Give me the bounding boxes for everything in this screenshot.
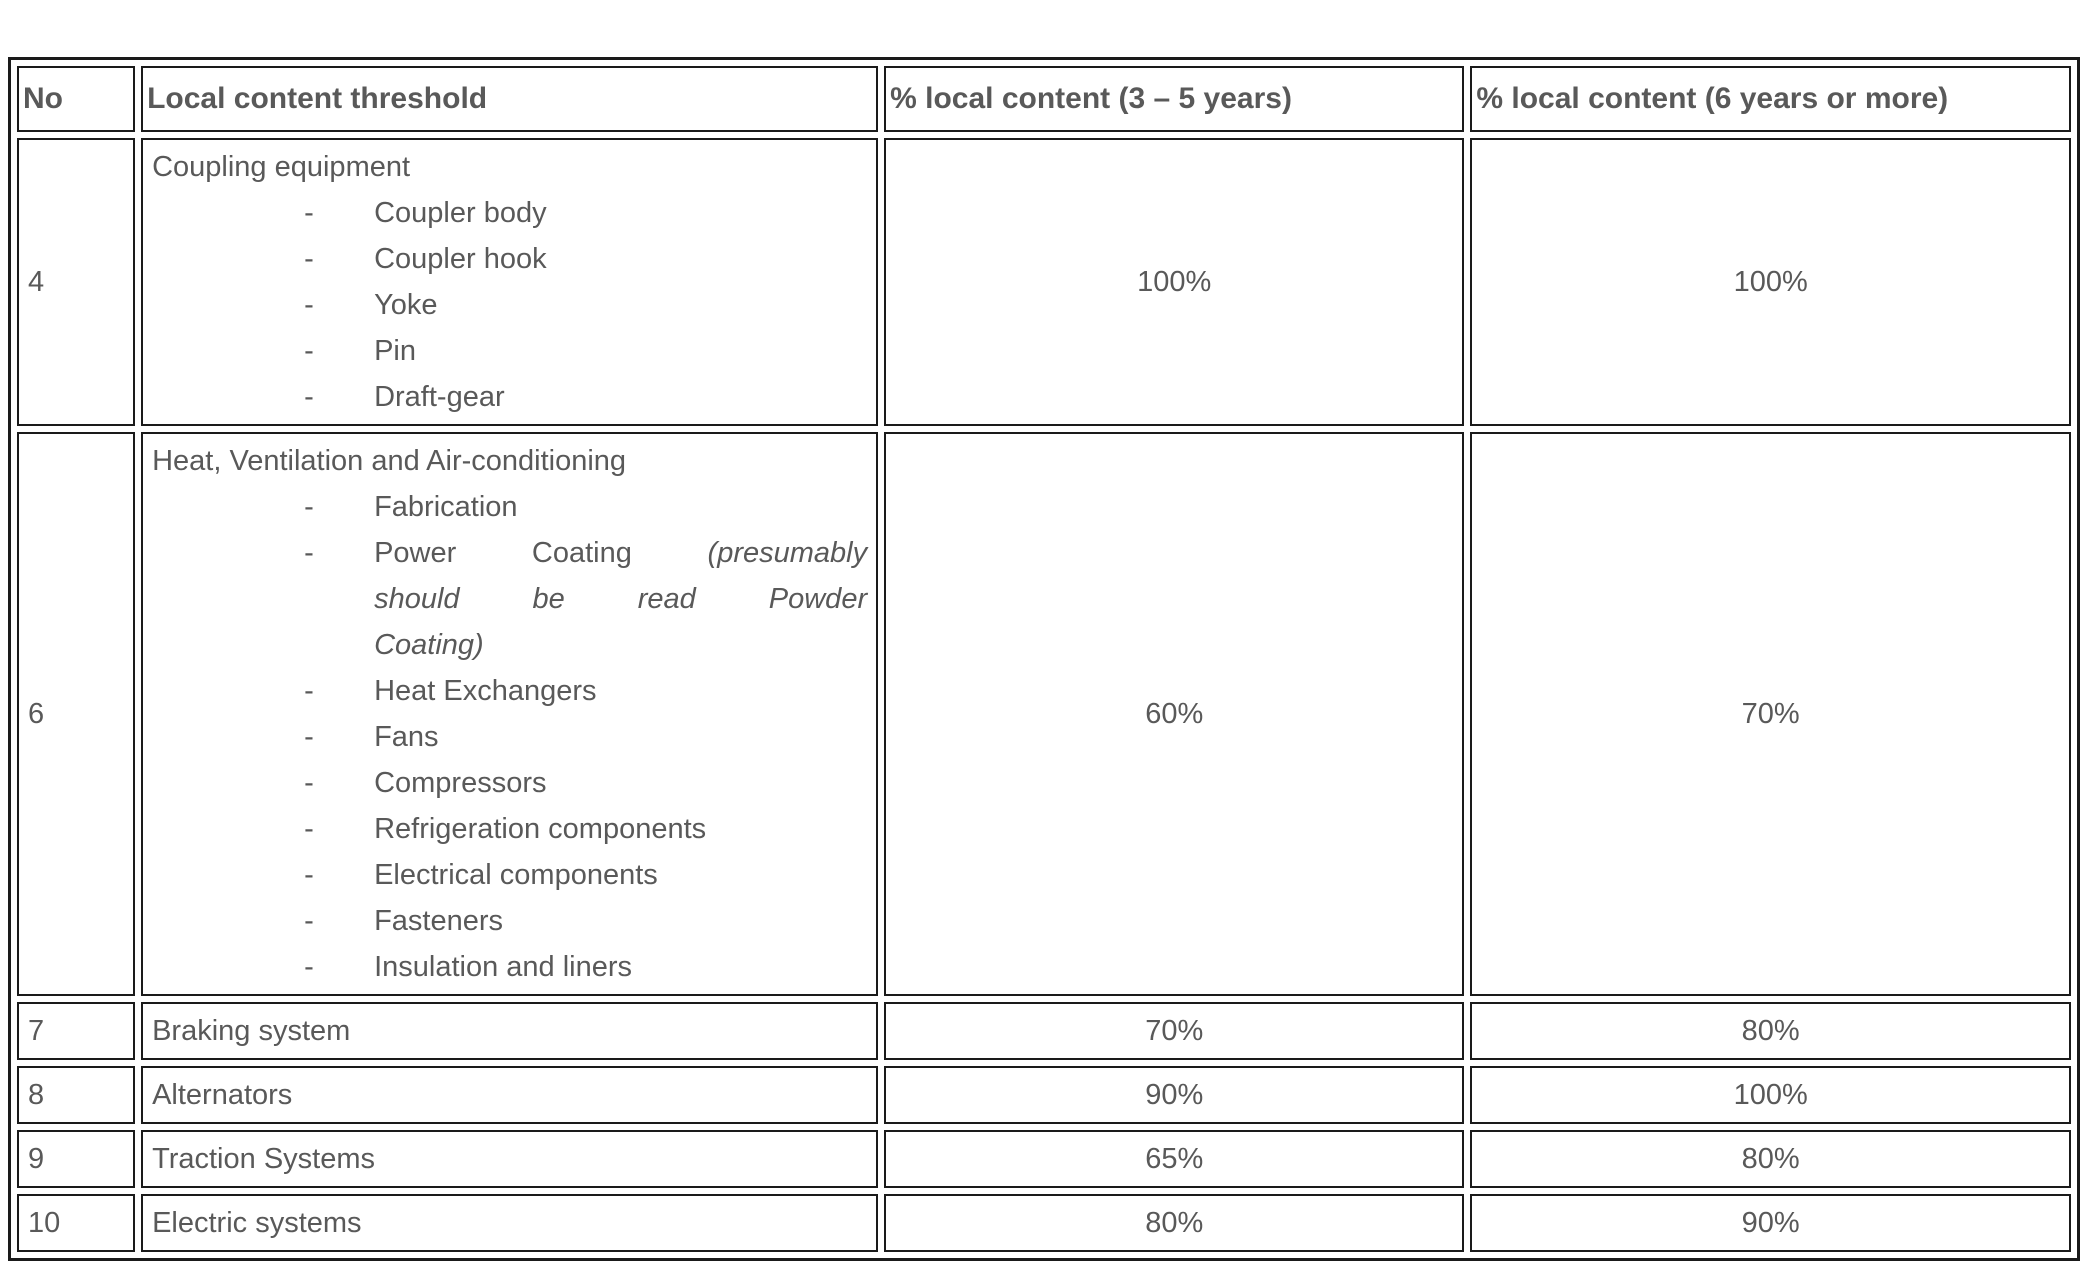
- dash-bullet: -: [304, 243, 314, 275]
- row-number-cell: 6: [17, 432, 135, 996]
- subitem-text: Refrigeration components: [374, 813, 707, 845]
- dash-bullet: -: [304, 491, 314, 523]
- subitem-text: [374, 530, 867, 668]
- threshold-cell: [141, 1066, 878, 1124]
- subitem-line: [374, 576, 867, 622]
- pct-3-5-years-cell: 60%: [884, 432, 1464, 996]
- col-header-local-content-threshold: Local content threshold: [141, 66, 878, 132]
- subitem-text: Coupler hook: [374, 243, 547, 275]
- table-row: [17, 432, 2071, 996]
- dash-bullet: -: [304, 813, 314, 845]
- threshold-title: Braking system: [152, 1015, 351, 1047]
- threshold-subitem: [152, 484, 867, 530]
- col-header-no: No: [17, 66, 135, 132]
- dash-bullet: -: [304, 767, 314, 799]
- pct-3-5-years-cell: 80%: [884, 1194, 1464, 1252]
- threshold-subitem: [152, 236, 867, 282]
- threshold-title: Heat, Ventilation and Air-conditioning: [152, 445, 627, 477]
- subitem-text: Yoke: [374, 289, 438, 321]
- dash-bullet: -: [304, 905, 314, 937]
- dash-bullet: -: [304, 197, 314, 229]
- local-content-table: [8, 57, 2080, 1261]
- subitem-text: Draft-gear: [374, 381, 505, 413]
- dash-bullet: -: [304, 951, 314, 983]
- row-number-cell: 7: [17, 1002, 135, 1060]
- row-number-cell: 10: [17, 1194, 135, 1252]
- threshold-subitem: [152, 944, 867, 990]
- table-row: [17, 1194, 2071, 1252]
- pct-6-years-or-more-cell: 90%: [1470, 1194, 2071, 1252]
- dash-bullet: -: [304, 721, 314, 753]
- pct-6-years-or-more-cell: 80%: [1470, 1002, 2071, 1060]
- dash-bullet: -: [304, 537, 314, 569]
- row-number-cell: 4: [17, 138, 135, 426]
- subitem-segment: Power Coating: [374, 537, 708, 569]
- threshold-cell: [141, 1130, 878, 1188]
- subitem-text: Coupler body: [374, 197, 547, 229]
- dash-bullet: -: [304, 289, 314, 321]
- threshold-subitem: [152, 852, 867, 898]
- table-row: [17, 138, 2071, 426]
- header-row: [17, 66, 2071, 132]
- subitem-text: Compressors: [374, 767, 547, 799]
- threshold-subitem: [152, 806, 867, 852]
- italic-note-text: Coating): [374, 629, 484, 661]
- threshold-subitem: [152, 898, 867, 944]
- pct-3-5-years-cell: 70%: [884, 1002, 1464, 1060]
- subitem-line: [374, 622, 867, 668]
- pct-3-5-years-cell: 100%: [884, 138, 1464, 426]
- threshold-cell: [141, 1194, 878, 1252]
- subitem-text: Electrical components: [374, 859, 658, 891]
- subitem-text: Fans: [374, 721, 439, 753]
- threshold-title: Traction Systems: [152, 1143, 376, 1175]
- threshold-cell: [141, 138, 878, 426]
- dash-bullet: -: [304, 675, 314, 707]
- threshold-subitem: [152, 760, 867, 806]
- threshold-title: Coupling equipment: [152, 151, 411, 183]
- threshold-title: Electric systems: [152, 1207, 362, 1239]
- threshold-subitem: [152, 190, 867, 236]
- threshold-subitem: [152, 530, 867, 668]
- threshold-title: Alternators: [152, 1079, 293, 1111]
- pct-3-5-years-cell: 65%: [884, 1130, 1464, 1188]
- table-row: [17, 1130, 2071, 1188]
- threshold-subitem: [152, 668, 867, 714]
- threshold-subitem: [152, 374, 867, 420]
- subitem-text: Insulation and liners: [374, 951, 633, 983]
- italic-note-text: (presumably: [707, 537, 868, 569]
- table-body: [17, 138, 2071, 1252]
- row-number-cell: 8: [17, 1066, 135, 1124]
- subitem-text: Fasteners: [374, 905, 504, 937]
- subitem-text: Heat Exchangers: [374, 675, 597, 707]
- threshold-cell: [141, 432, 878, 996]
- pct-6-years-or-more-cell: 100%: [1470, 138, 2071, 426]
- threshold-cell: [141, 1002, 878, 1060]
- italic-note-text: should be read Powder: [374, 583, 868, 615]
- col-header-pct-3-5-years: % local content (3 – 5 years): [884, 66, 1464, 132]
- row-number-cell: 9: [17, 1130, 135, 1188]
- threshold-subitem: [152, 328, 867, 374]
- pct-6-years-or-more-cell: 80%: [1470, 1130, 2071, 1188]
- pct-6-years-or-more-cell: 70%: [1470, 432, 2071, 996]
- dash-bullet: -: [304, 859, 314, 891]
- threshold-subitem: [152, 714, 867, 760]
- subitem-line: [374, 530, 867, 576]
- pct-6-years-or-more-cell: 100%: [1470, 1066, 2071, 1124]
- pct-3-5-years-cell: 90%: [884, 1066, 1464, 1124]
- threshold-subitem: [152, 282, 867, 328]
- dash-bullet: -: [304, 381, 314, 413]
- table-row: [17, 1002, 2071, 1060]
- subitem-text: Pin: [374, 335, 416, 367]
- table-row: [17, 1066, 2071, 1124]
- subitem-text: Fabrication: [374, 491, 518, 523]
- col-header-pct-6-years-or-more: % local content (6 years or more): [1470, 66, 2071, 132]
- dash-bullet: -: [304, 335, 314, 367]
